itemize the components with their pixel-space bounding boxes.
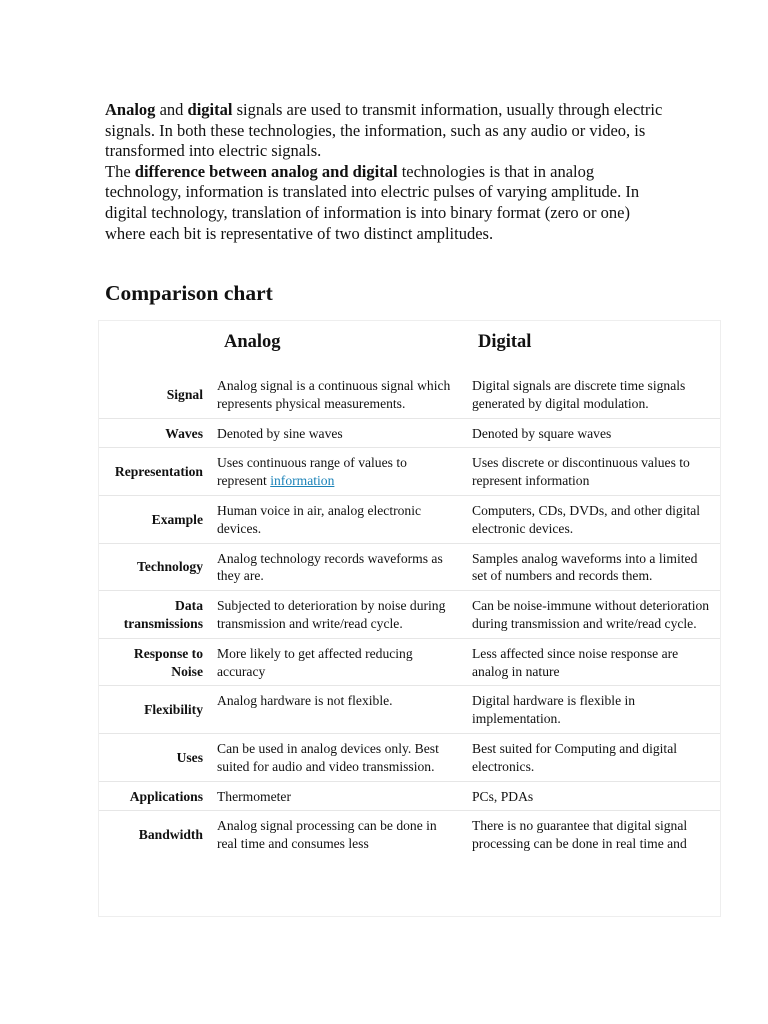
digital-cell: There is no guarantee that digital signal processing can be done in real time and <box>465 811 720 858</box>
table-row <box>99 418 720 448</box>
digital-cell: Uses discrete or discontinuous values to represent information <box>465 448 720 496</box>
intro-text-span: and <box>155 100 188 119</box>
row-label: Signal <box>166 386 203 402</box>
table-row <box>99 638 720 686</box>
digital-cell: Less affected since noise response are analog in nature <box>465 638 720 686</box>
information-link[interactable]: information <box>270 473 335 489</box>
digital-cell: Digital hardware is flexible in implementation. <box>465 686 720 734</box>
analog-cell: Can be used in analog devices only. Best suited for audio and video transmission. <box>210 733 465 781</box>
analog-cell: Analog signal processing can be done in real time and consumes less <box>210 811 465 858</box>
table-row <box>99 733 720 781</box>
intro-text-span: technologies is that in analog technology, information is translated into electric pulses of varying amplitude. In digital technology, translation of information is into binary format (zero or one) where each bit is representative of two distinct amplitudes. <box>105 161 640 243</box>
table-row <box>99 781 720 811</box>
table-row <box>99 543 720 591</box>
table-row <box>99 811 720 858</box>
digital-cell: Can be noise-immune without deterioration during transmission and write/read cycle. <box>465 591 720 639</box>
header-empty-cell <box>99 321 210 363</box>
comparison-chart-heading: Comparison chart <box>105 281 273 305</box>
analog-cell: Analog signal is a continuous signal which represents physical measurements. <box>217 378 451 411</box>
digital-cell: Digital signals are discrete time signals generated by digital modulation. <box>472 378 686 411</box>
table-row <box>99 591 720 639</box>
analog-cell: Human voice in air, analog electronic devices. <box>210 495 465 543</box>
intro-bold-difference: difference between analog and digital <box>134 161 398 181</box>
row-label: Bandwidth <box>99 811 210 858</box>
digital-cell: Samples analog waveforms into a limited set of numbers and records them. <box>465 543 720 591</box>
intro-paragraph-2 <box>105 162 665 244</box>
digital-cell: Computers, CDs, DVDs, and other digital electronic devices. <box>465 495 720 543</box>
column-header-digital: Digital <box>478 331 532 352</box>
column-header-analog: Analog <box>224 331 281 352</box>
row-label: Flexibility <box>99 686 210 734</box>
intro-text-span: The <box>105 161 135 181</box>
intro-bold-analog: Analog <box>105 100 156 119</box>
analog-cell: Thermometer <box>210 781 465 811</box>
comparison-table-container <box>98 320 721 917</box>
row-label: Uses <box>99 733 210 781</box>
table-header-row <box>99 321 720 363</box>
table-row <box>99 495 720 543</box>
analog-cell: Analog technology records waveforms as they are. <box>210 543 465 591</box>
analog-cell: Subjected to deterioration by noise during transmission and write/read cycle. <box>210 591 465 639</box>
table-row <box>99 448 720 496</box>
intro-text-span: signals are used to transmit information, usually through electric signals. In both these technologies, the information, such as any audio or video, is transformed into electric signals. <box>105 100 663 161</box>
intro-paragraph-1 <box>105 100 665 162</box>
row-label: Representation <box>99 448 210 496</box>
digital-cell: Denoted by square waves <box>465 418 720 448</box>
table-row <box>99 363 720 418</box>
digital-cell: PCs, PDAs <box>465 781 720 811</box>
comparison-table <box>99 321 720 858</box>
analog-cell: Analog hardware is not flexible. <box>210 686 465 734</box>
table-row <box>99 686 720 734</box>
analog-cell: More likely to get affected reducing accuracy <box>210 638 465 686</box>
row-label: Technology <box>99 543 210 591</box>
digital-cell: Best suited for Computing and digital electronics. <box>465 733 720 781</box>
row-label: Applications <box>99 781 210 811</box>
analog-cell <box>210 448 465 496</box>
row-label: Example <box>99 495 210 543</box>
analog-cell: Denoted by sine waves <box>210 418 465 448</box>
row-label: Waves <box>99 418 210 448</box>
row-label: Response to Noise <box>99 638 210 686</box>
intro-text <box>105 100 665 244</box>
intro-bold-digital: digital <box>187 100 233 119</box>
analog-cell-text: Uses continuous range of values to represent <box>217 455 407 489</box>
row-label: Data transmissions <box>99 591 210 639</box>
